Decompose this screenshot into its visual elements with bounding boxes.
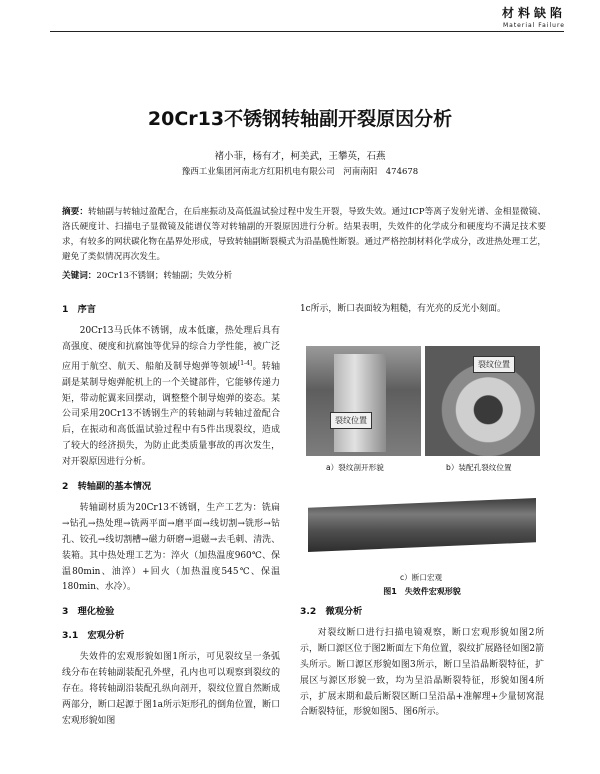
crack-location-label-b: 裂纹位置 bbox=[473, 356, 515, 373]
journal-section-en: Material Failure bbox=[502, 22, 565, 29]
subcaption-b: b）装配孔裂纹位置 bbox=[446, 463, 512, 472]
intro-text-a: 20Cr13马氏体不锈钢，成本低廉，热处理后具有高强度、硬度和抗腐蚀等优异的综合力学性能，被广泛应用于航空、航天、船舶及制导炮弹等领域 bbox=[62, 325, 280, 372]
abstract-label: 摘要： bbox=[62, 207, 89, 217]
subcaption-c: c）断口宏观 bbox=[400, 573, 443, 582]
part-body bbox=[334, 354, 386, 452]
subsection-heading-micro: 3.2 微观分析 bbox=[300, 606, 363, 617]
crack-location-label-a: 裂纹位置 bbox=[330, 412, 372, 429]
micro-paragraph: 对裂纹断口进行扫描电镜观察，断口宏观形貌如图2所示，断口源区位于图2断面左下角位置，裂纹扩展路径如图2箭头所示。断口源区形貌如图3所示，断口呈沿晶断裂特征，扩展区与源区形貌一致，均为呈沿晶断裂特征，形貌如图4所示，扩展末期和最后断裂区断口呈沿晶+准解理+少量韧窝混合断裂特征，形貌如图5、图6所示。 bbox=[300, 627, 544, 718]
section-heading-testing: 3 理化检验 bbox=[62, 606, 115, 618]
section-heading-basic: 2 转轴副的基本情况 bbox=[62, 481, 152, 493]
intro-text-b: 。转轴副是某制导炮弹舵机上的一个关键部件，它能够传递力矩，带动舵翼来回摆动，调整整个制导炮弹的姿态。某公司采用20Cr13不锈钢生产的转轴副与转轴过盈配合后，在振动和高低温试验过程中有5件出现裂纹，造成了较大的经济损失，为防止此类质量事故的再次发生，对开裂原因进行分析。 bbox=[62, 361, 281, 468]
keywords-label: 关键词： bbox=[62, 271, 97, 281]
crack-section-photo bbox=[306, 346, 421, 456]
paper-title: 20Cr13不锈钢转轴副开裂原因分析 bbox=[147, 108, 453, 130]
keywords bbox=[62, 269, 546, 281]
section-heading-intro: 1 序言 bbox=[62, 304, 96, 315]
keywords-text: 20Cr13不锈钢；转轴副；失效分析 bbox=[96, 271, 233, 281]
running-header bbox=[502, 4, 566, 29]
right-column-top bbox=[300, 302, 544, 318]
basic-paragraph: 转轴副材质为20Cr13不锈钢，生产工艺为：铣扁→钻孔→热处理→铣两平面→磨平面→线切割→铣形→钻孔、铰孔→线切割槽→磁力研磨→退磁→去毛刺、清洗、装箱。其中热处理工艺为：淬火（加热温度960℃、保温80min、油淬）+回火（加热温度545℃、保温180min、水冷）。 bbox=[62, 502, 280, 593]
macro-paragraph: 失效件的宏观形貌如图1所示，可见裂纹呈一条弧线分布在转轴副装配孔外壁，孔内也可以观察到裂纹的存在。将转轴副沿装配孔纵向剖开，裂纹位置自然断成两部分，断口起源于图1a所示矩形孔的倒角位置，断口宏观形貌如图 bbox=[62, 652, 280, 726]
reference-marker: [1-4] bbox=[237, 359, 253, 367]
abstract-text: 转轴副与转轴过盈配合，在后座振动及高低温试验过程中发生开裂，导致失效。通过ICP等离子发射光谱、金相显微镜、洛氏硬度计、扫描电子显微镜及能谱仪等对转轴副的开裂原因进行分析。结果表明，失效件的化学成分和硬度均不满足技术要求，有较多的网状碳化物在晶界处形成，导致转轴副断裂模式为沿晶脆性断裂。通过严格控制材料化学成分，改进热处理工艺，避免了类似情况再次发生。 bbox=[62, 207, 546, 262]
author-list: 褚小菲，杨有才，柯美武，王攀英，石燕 bbox=[214, 151, 386, 162]
header-rule bbox=[50, 31, 564, 32]
abstract bbox=[62, 205, 546, 265]
figure-caption: 图1 失效件宏观形貌 bbox=[383, 587, 461, 596]
figure-1 bbox=[300, 346, 544, 598]
right-column-bottom bbox=[300, 604, 544, 721]
assembly-hole-photo bbox=[425, 346, 540, 456]
subcaption-a: a）裂纹剖开形貌 bbox=[326, 463, 384, 472]
subsection-heading-macro: 3.1 宏观分析 bbox=[62, 630, 125, 642]
intro-paragraph bbox=[62, 324, 280, 471]
journal-section-zh: 材料缺陷 bbox=[501, 6, 566, 20]
fracture-surface bbox=[308, 498, 536, 552]
macro-paragraph-cont: 1c所示，断口表面较为粗糙，有光亮的反光小刻面。 bbox=[300, 304, 506, 314]
affiliation: 豫西工业集团河南北方红阳机电有限公司 河南南阳 474678 bbox=[181, 167, 419, 177]
fracture-macro-photo bbox=[306, 486, 540, 566]
left-column bbox=[62, 302, 280, 730]
